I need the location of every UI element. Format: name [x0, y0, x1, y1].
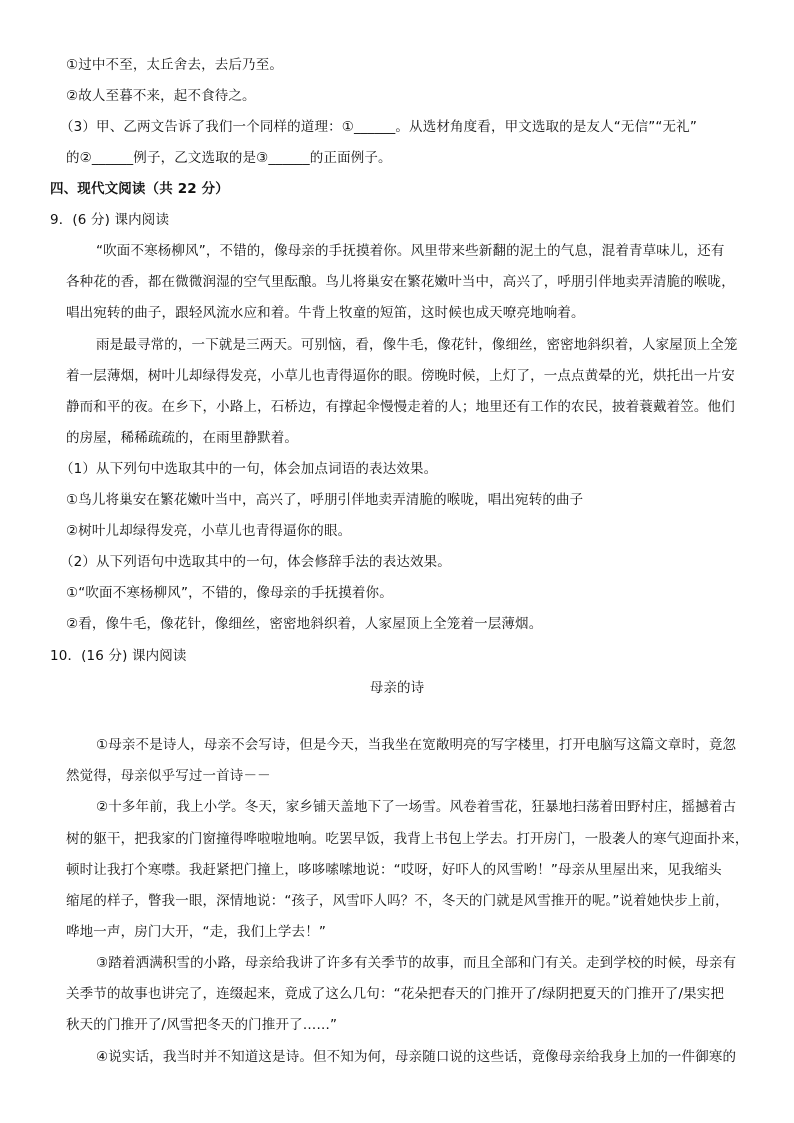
q9-passage-p2-line2: 着一层薄烟，树叶儿却绿得发亮，小草儿也青得逼你的眼。傍晚时候，上灯了，一点点黄晕的光，烘托出一片安 [66, 368, 735, 384]
q9-sub2-option2: ②看，像牛毛，像花针，像细丝，密密地斜织着，人家屋顶上全笼着一层薄烟。 [66, 616, 543, 632]
section-heading-modern-reading: 四、现代文阅读（共 22 分） [50, 181, 229, 197]
q10-p3-line3: 秋天的门推开了/风雪把冬天的门推开了……” [66, 1017, 338, 1033]
q10-p1-line1: ①母亲不是诗人，母亲不会写诗，但是今天，当我坐在宽敞明亮的写字楼里，打开电脑写这篇文章时，竟忽 [96, 737, 737, 753]
q9-heading: 9．(6 分) 课内阅读 [50, 212, 170, 228]
q9-passage-p2-line4: 的房屋，稀稀疏疏的，在雨里静默着。 [66, 430, 299, 446]
q9-passage-p1-line3: 唱出宛转的曲子，跟轻风流水应和着。牛背上牧童的短笛，这时候也成天嘹亮地响着。 [66, 305, 585, 321]
q10-p1-line2: 然觉得，母亲似乎写过一首诗－－ [66, 768, 271, 784]
q10-p2-line5: 哗地一声，房门大开，“走，我们上学去！” [66, 924, 326, 940]
q9-passage-p2-line1: 雨是最寻常的，一下就是三两天。可别恼，看，像牛毛，像花针，像细丝，密密地斜织着，人家屋顶上全笼 [96, 337, 738, 353]
q10-p2-line2: 树的躯干，把我家的门窗撞得哗啦啦地响。吃罢早饭，我背上书包上学去。打开房门，一股袭人的寒气迎面扑来， [66, 831, 749, 847]
q10-p2-line3: 顿时让我打个寒噤。我赶紧把门撞上，哆哆嗦嗦地说：“哎呀，好吓人的风雪哟！”母亲从里屋出来，见我缩头 [66, 862, 722, 878]
q10-heading: 10．(16 分) 课内阅读 [50, 648, 187, 664]
q8-sub3-line1: （3）甲、乙两文告诉了我们一个同样的道理：①______。从选材角度看，甲文选取的是友人“无信”“无礼” [60, 119, 697, 135]
q10-p2-line1: ②十多年前，我上小学。冬天，家乡铺天盖地下了一场雪。风卷着雪花，狂暴地扫荡着田野村庄，摇撼着古 [96, 799, 737, 815]
q8-item-2: ②故人至暮不来，起不食待之。 [66, 88, 256, 104]
q8-item-1: ①过中不至，太丘舍去，去后乃至。 [66, 57, 284, 73]
q10-p3-line1: ③踏着洒满积雪的小路，母亲给我讲了许多有关季节的故事，而且全部和门有关。走到学校的时候，母亲有 [96, 955, 737, 971]
q10-p4-line1: ④说实话，我当时并不知道这是诗。但不知为何，母亲随口说的这些话，竟像母亲给我身上加的一件御寒的 [96, 1049, 737, 1065]
q10-p3-line2: 关季节的故事也讲完了，连缀起来，竟成了这么几句：“花朵把春天的门推开了/绿阴把夏天的门推开了/果实把 [66, 986, 725, 1002]
q9-sub1-option1: ①鸟儿将巢安在繁花嫩叶当中，高兴了，呼朋引伴地卖弄清脆的喉咙，唱出宛转的曲子 [66, 492, 584, 508]
q8-sub3-line2: 的②______例子，乙文选取的是③______的正面例子。 [66, 150, 392, 166]
passage-title: 母亲的诗 [369, 680, 425, 696]
q9-passage-p1-line1: “吹面不寒杨柳风”，不错的，像母亲的手抚摸着你。风里带来些新翻的泥土的气息，混着青草味儿，还有 [96, 243, 725, 259]
q9-sub2-option1: ①“吹面不寒杨柳风”，不错的，像母亲的手抚摸着你。 [66, 585, 393, 601]
q10-p2-line4: 缩尾的样子，瞥我一眼，深情地说：“孩子，风雪吓人吗？不，冬天的门就是风雪推开的呢。”说着她快步上前， [66, 893, 729, 909]
q9-sub1: （1）从下列句中选取其中的一句，体会加点词语的表达效果。 [60, 461, 438, 477]
q9-passage-p2-line3: 静而和平的夜。在乡下，小路上，石桥边，有撑起伞慢慢走着的人；地里还有工作的农民，披着蓑戴着笠。他们 [66, 399, 735, 415]
q9-sub2: （2）从下列语句中选取其中的一句，体会修辞手法的表达效果。 [60, 554, 451, 570]
q9-sub1-option2: ②树叶儿却绿得发亮，小草儿也青得逼你的眼。 [66, 523, 352, 539]
q9-passage-p1-line2: 各种花的香，都在微微润湿的空气里酝酿。鸟儿将巢安在繁花嫩叶当中，高兴了，呼朋引伴地卖弄清脆的喉咙， [66, 274, 735, 290]
